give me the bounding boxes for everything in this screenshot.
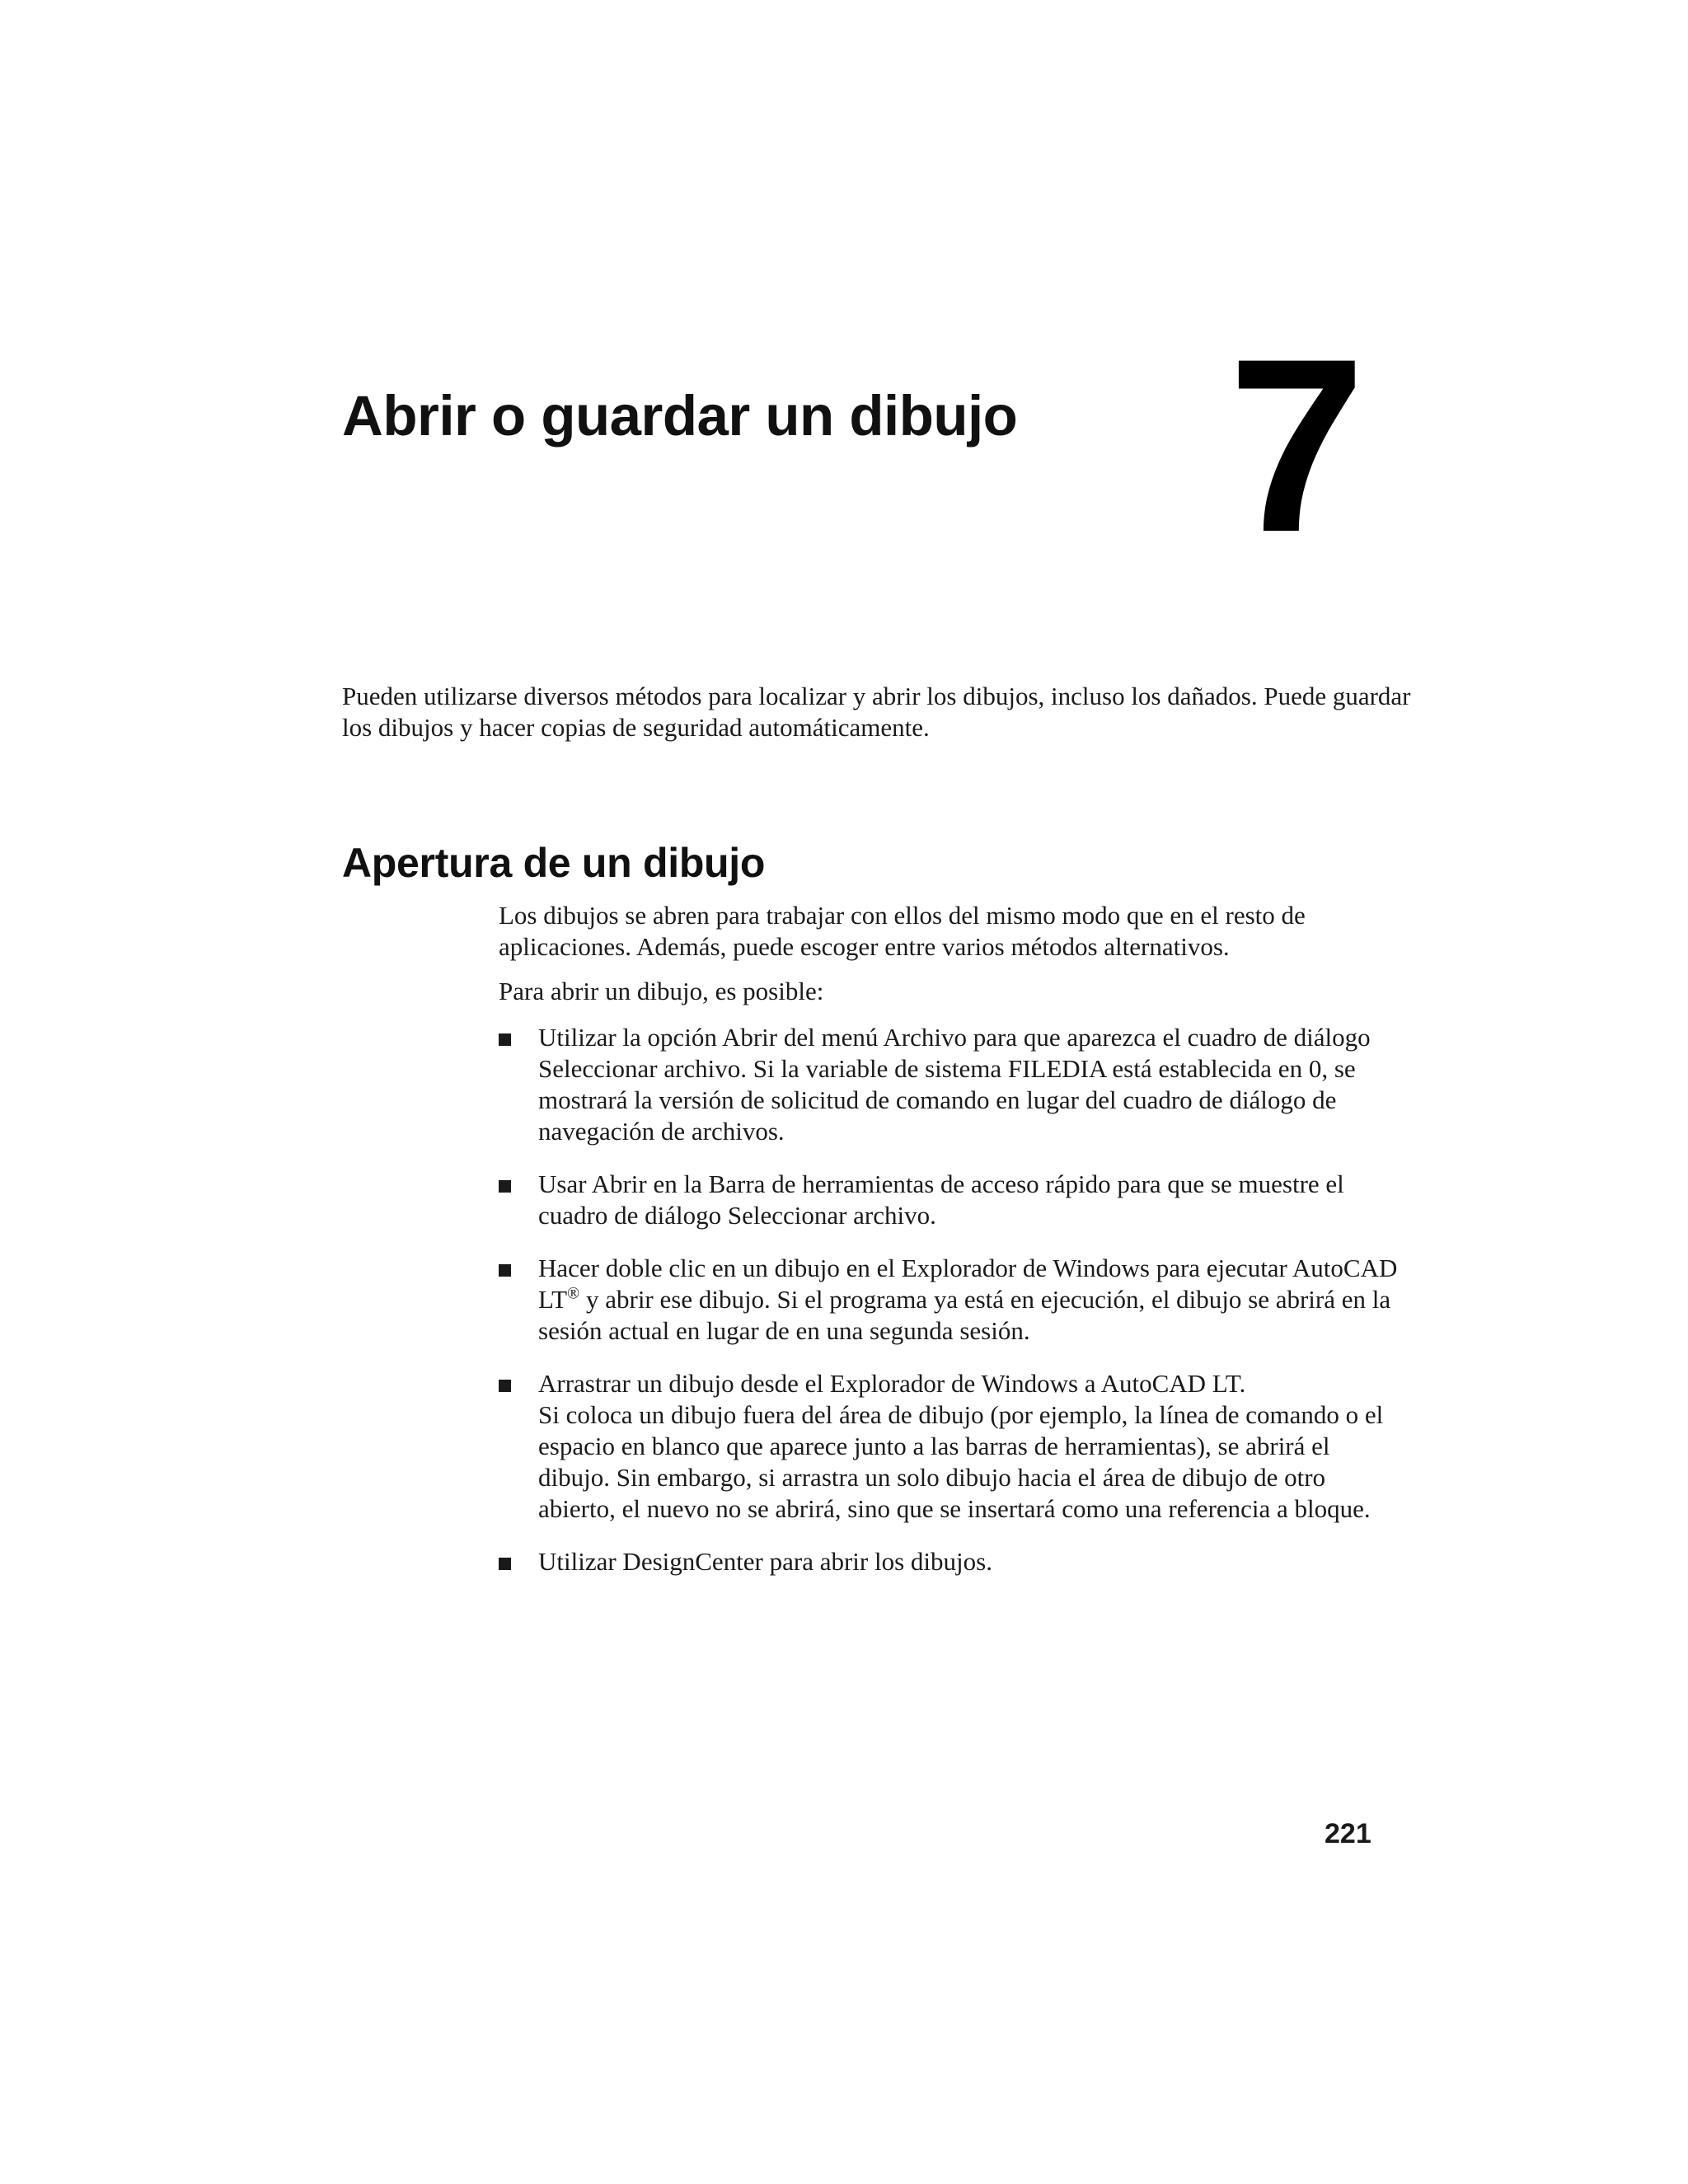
list-item: [499, 1368, 1405, 1525]
intro-paragraph: Pueden utilizarse diversos métodos para localizar y abrir los dibujos, incluso los dañados. Puede guardar los dibujos y hacer copias de seguridad automáticamente.: [342, 682, 1411, 742]
square-bullet-icon: [499, 1033, 511, 1046]
registered-mark: ®: [567, 1284, 580, 1303]
list-item-text: Utilizar la opción Abrir del menú Archivo para que aparezca el cuadro de diálogo Seleccionar archivo. Si la variable de sistema FILEDIA está establecida en 0, se mostrará la versión de solicitud de comando en lugar del cuadro de diálogo de navegación de archivos.: [538, 1023, 1371, 1146]
page-number: 221: [1325, 1818, 1372, 1849]
list-item-text-line: Arrastrar un dibujo desde el Explorador de Windows a AutoCAD LT.: [538, 1369, 1246, 1398]
section-paragraph-1: Los dibujos se abren para trabajar con ellos del mismo modo que en el resto de aplicaciones. Además, puede escoger entre varios métodos alternativos.: [499, 901, 1306, 961]
section-heading: Apertura de un dibujo: [342, 840, 766, 886]
list-item: [499, 1546, 1405, 1577]
square-bullet-icon: [499, 1558, 511, 1570]
list-item-text: [538, 1254, 1397, 1345]
list-item: [499, 1022, 1405, 1147]
list-item-text: Utilizar DesignCenter para abrir los dibujos.: [538, 1547, 992, 1576]
list-item: [499, 1253, 1405, 1347]
square-bullet-icon: [499, 1264, 511, 1277]
list-item-text: Usar Abrir en la Barra de herramientas de acceso rápido para que se muestre el cuadro de diálogo Seleccionar archivo.: [538, 1169, 1344, 1230]
chapter-number: 7: [1228, 307, 1366, 583]
list-item-text-part: Hacer doble clic en un dibujo en el Explorador de Windows para ejecutar AutoCAD LT: [538, 1254, 1398, 1314]
square-bullet-icon: [499, 1180, 511, 1193]
list-item-text-part: y abrir ese dibujo. Si el programa ya está en ejecución, el dibujo se abrirá en la sesión actual en lugar de en una segunda sesión.: [538, 1285, 1391, 1345]
section-paragraph-2: Para abrir un dibujo, es posible:: [499, 977, 824, 1005]
square-bullet-icon: [499, 1380, 511, 1392]
section-body: [499, 900, 1405, 1599]
list-item-text-line: Si coloca un dibujo fuera del área de dibujo (por ejemplo, la línea de comando o el espacio en blanco que aparece junto a las barras de herramientas), se abrirá el dibujo. Sin embargo, si arrastra un solo dibujo hacia el área de dibujo de otro abierto, el nuevo no se abrirá, sino que se insertará como una referencia a bloque.: [538, 1400, 1384, 1523]
chapter-title: Abrir o guardar un dibujo: [342, 384, 1018, 448]
bullet-list: [499, 1022, 1405, 1577]
list-item: [499, 1169, 1405, 1231]
